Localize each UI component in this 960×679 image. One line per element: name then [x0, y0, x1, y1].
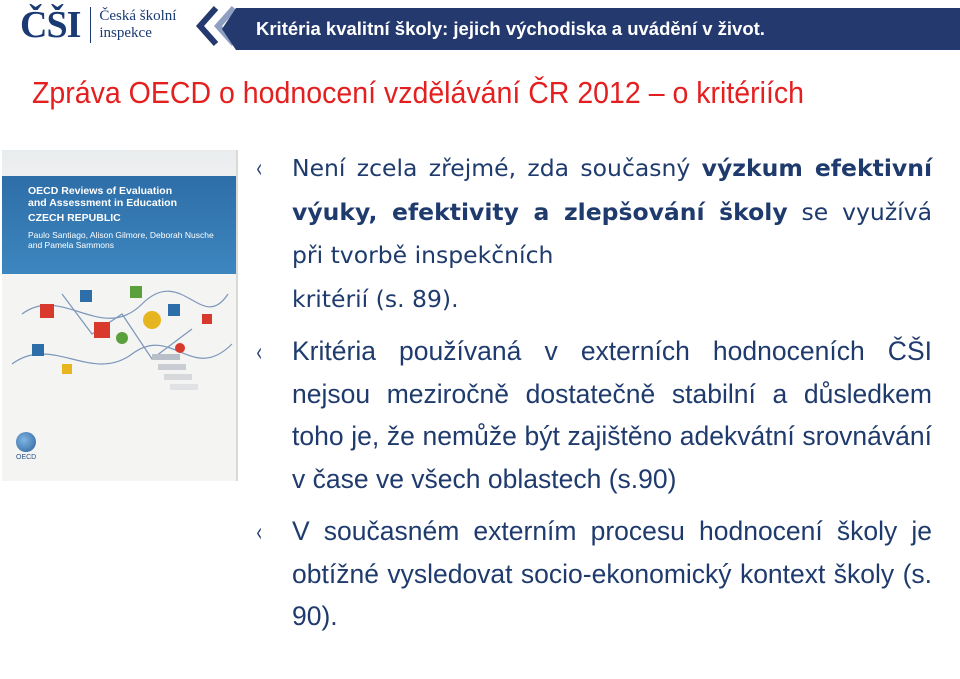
bullet-chevron-icon: ‹ [256, 518, 263, 548]
bullet-3-text: V současném externím procesu hodnocení školy je obtížné vysledovat socio-ekonomický kontext školy (s. 90). [292, 516, 932, 631]
cover-authors: Paulo Santiago, Alison Gilmore, Deborah Nusche and Pamela Sammons [28, 230, 214, 250]
bullet-item-1 [256, 146, 932, 320]
header-title: Kritéria kvalitní školy: jejich východiska a uvádění v život. [256, 18, 765, 39]
logo-text [99, 8, 176, 42]
logo-mark: ČŠI [20, 4, 81, 46]
bullet-item-2 [256, 330, 932, 500]
csi-logo [20, 3, 176, 47]
bullet-list [256, 146, 932, 638]
bullet-1-emphasis: výzkum efektivní výuky, efektivity a zlepšování školy [292, 154, 932, 226]
oecd-label: OECD [16, 454, 37, 461]
slide-title: Zpráva OECD o hodnocení vzdělávání ČR 2012 – o kritériích [32, 75, 805, 110]
bullet-2-text: Kritéria používaná v externích hodnoceních ČŠI nejsou meziročně dostatečně stabilní a důsledkem toho je, že nemůže být zajištěno adekvátní srovnávání v čase ve všech oblastech (s.90) [292, 336, 932, 494]
oecd-logo [16, 432, 36, 461]
logo-divider [90, 7, 91, 43]
cover-illustration [2, 274, 238, 424]
cover-series: OECD Reviews of Evaluation and Assessment in Education [28, 185, 177, 209]
bullet-chevron-icon: ‹ [256, 154, 263, 184]
header-bar [236, 8, 960, 50]
cover-country: CZECH REPUBLIC [28, 212, 121, 224]
globe-icon [16, 432, 36, 452]
bullet-item-3 [256, 510, 932, 638]
logo-line-2: inspekce [99, 25, 152, 41]
bullet-chevron-icon: ‹ [256, 338, 263, 368]
bullet-1-text: Není zcela zřejmé, zda současný výzkum efektivní výuky, efektivity a zlepšování školy se využívá při tvorbě inspekčních kritérií (s. 89). [292, 154, 932, 313]
logo-line-1: Česká školní [99, 8, 177, 24]
oecd-report-cover [2, 150, 238, 481]
